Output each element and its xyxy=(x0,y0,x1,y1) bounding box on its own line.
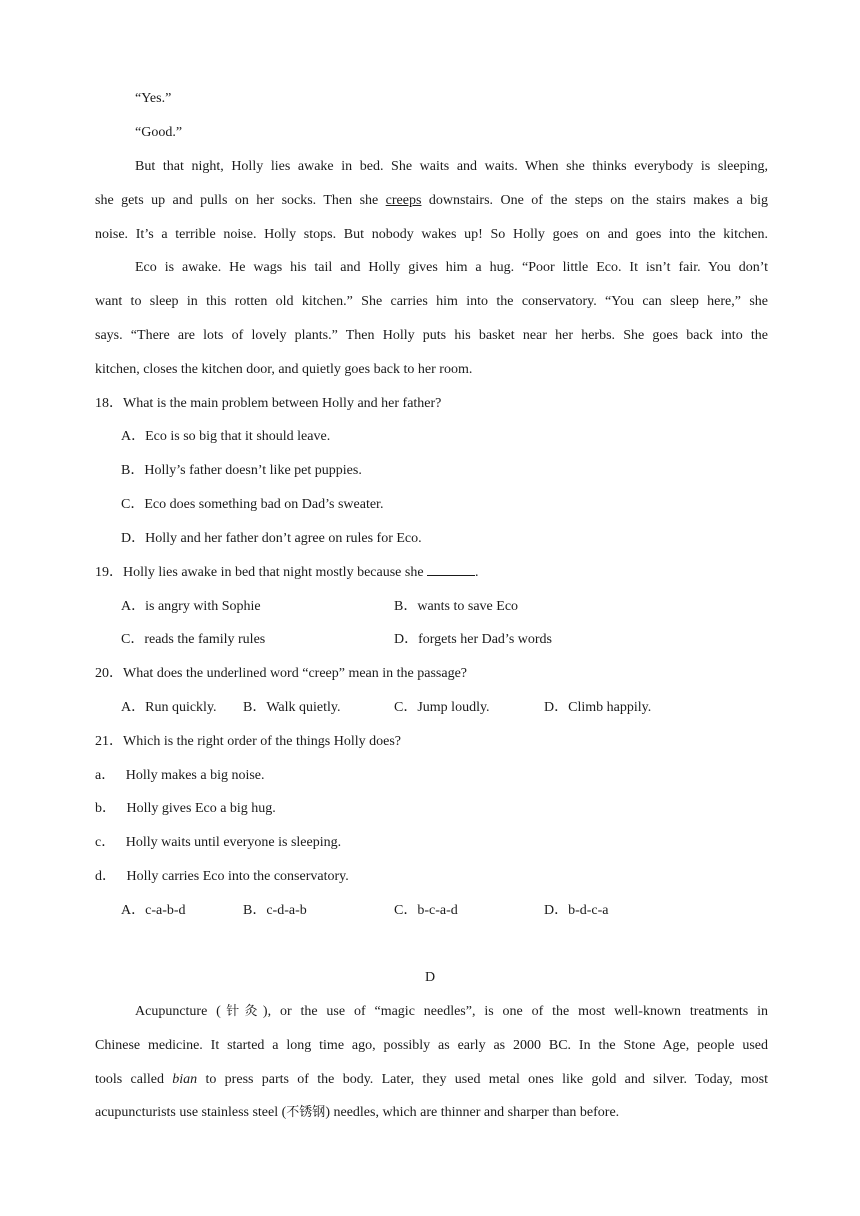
question-19-stem xyxy=(95,561,768,585)
question-18-stem: 18．What is the main problem between Holly and her father? xyxy=(95,396,442,411)
passage-text: acupuncturists use stainless steel ( xyxy=(95,1105,287,1120)
q21-item-d: d． Holly carries Eco into the conservatory. xyxy=(95,869,349,884)
q21-option-c[interactable]: C．b-c-a-d xyxy=(394,903,458,918)
q21-option-d[interactable]: D．b-d-c-a xyxy=(544,903,609,918)
story-p2-line2: want to sleep in this rotten old kitchen.” She carries him into the conservatory. “You can sleep here,” she xyxy=(95,294,768,309)
question-20-stem: 20．What does the underlined word “creep” mean in the passage? xyxy=(95,666,468,681)
story-p1-line1: But that night, Holly lies awake in bed. She waits and waits. When she thinks everybody is sleeping, xyxy=(135,159,768,174)
section-d-line3 xyxy=(95,1068,768,1092)
passage-text: ), or the use of “magic needles”, is one of the most well-known treatments in xyxy=(262,1004,768,1019)
dialog-line-yes: “Yes.” xyxy=(135,91,172,106)
q18-option-a[interactable]: A．Eco is so big that it should leave. xyxy=(121,429,331,444)
story-p2-line4: kitchen, closes the kitchen door, and quietly goes back to her room. xyxy=(95,362,473,377)
story-p2-line1: Eco is awake. He wags his tail and Holly gives him a hug. “Poor little Eco. It isn’t fair. You don’t xyxy=(135,260,768,275)
q19-option-d[interactable]: D．forgets her Dad’s words xyxy=(394,632,552,647)
q20-option-a[interactable]: A．Run quickly. xyxy=(121,700,217,715)
q19-stem-text: 19．Holly lies awake in bed that night mostly because she xyxy=(95,565,424,580)
q19-option-a[interactable]: A．is angry with Sophie xyxy=(121,599,261,614)
q20-option-c[interactable]: C．Jump loudly. xyxy=(394,700,490,715)
q19-option-c[interactable]: C．reads the family rules xyxy=(121,632,266,647)
chinese-term-stainless-steel: 不锈钢 xyxy=(286,1105,326,1120)
q21-option-a[interactable]: A．c-a-b-d xyxy=(121,903,186,918)
q21-item-b: b． Holly gives Eco a big hug. xyxy=(95,801,276,816)
italic-term-bian: bian xyxy=(172,1072,198,1087)
story-p1-line3: noise. It’s a terrible noise. Holly stops. But nobody wakes up! So Holly goes on and goes into the kitchen. xyxy=(95,227,768,242)
story-p2-line3: says. “There are lots of lovely plants.” Then Holly puts his basket near her herbs. She goes back into the xyxy=(95,328,768,343)
passage-text: ) needles, which are thinner and sharper than before. xyxy=(325,1105,620,1120)
q21-item-c: c． Holly waits until everyone is sleeping. xyxy=(95,835,342,850)
q20-option-b[interactable]: B．Walk quietly. xyxy=(243,700,341,715)
q18-option-b[interactable]: B．Holly’s father doesn’t like pet puppies. xyxy=(121,463,362,478)
section-d-line1 xyxy=(135,1000,768,1024)
q21-item-a: a． Holly makes a big noise. xyxy=(95,768,265,783)
q18-option-d[interactable]: D．Holly and her father don’t agree on rules for Eco. xyxy=(121,531,422,546)
story-p1-line2 xyxy=(95,189,768,213)
underlined-word-creeps: creeps xyxy=(385,193,422,208)
story-text: downstairs. One of the steps on the stairs makes a big xyxy=(421,193,768,208)
q19-option-b[interactable]: B．wants to save Eco xyxy=(394,599,519,614)
q19-stem-end: . xyxy=(475,565,479,580)
passage-text: tools called xyxy=(95,1072,173,1087)
section-d-line4 xyxy=(95,1101,768,1125)
section-d-line2: Chinese medicine. It started a long time ago, possibly as early as 2000 BC. In the Stone Age, people used xyxy=(95,1038,768,1053)
section-d-heading: D xyxy=(424,970,436,985)
answer-blank xyxy=(427,561,475,576)
q18-option-c[interactable]: C．Eco does something bad on Dad’s sweater. xyxy=(121,497,384,512)
dialog-line-good: “Good.” xyxy=(135,125,183,140)
question-21-stem: 21．Which is the right order of the things Holly does? xyxy=(95,734,401,749)
chinese-term-acupuncture: 针灸 xyxy=(220,1004,263,1019)
passage-text: to press parts of the body. Later, they used metal ones like gold and silver. Today, most xyxy=(197,1072,768,1087)
q20-option-d[interactable]: D．Climb happily. xyxy=(544,700,652,715)
story-text: she gets up and pulls on her socks. Then she xyxy=(95,193,386,208)
q21-option-b[interactable]: B．c-d-a-b xyxy=(243,903,307,918)
passage-text: Acupuncture ( xyxy=(135,1004,221,1019)
